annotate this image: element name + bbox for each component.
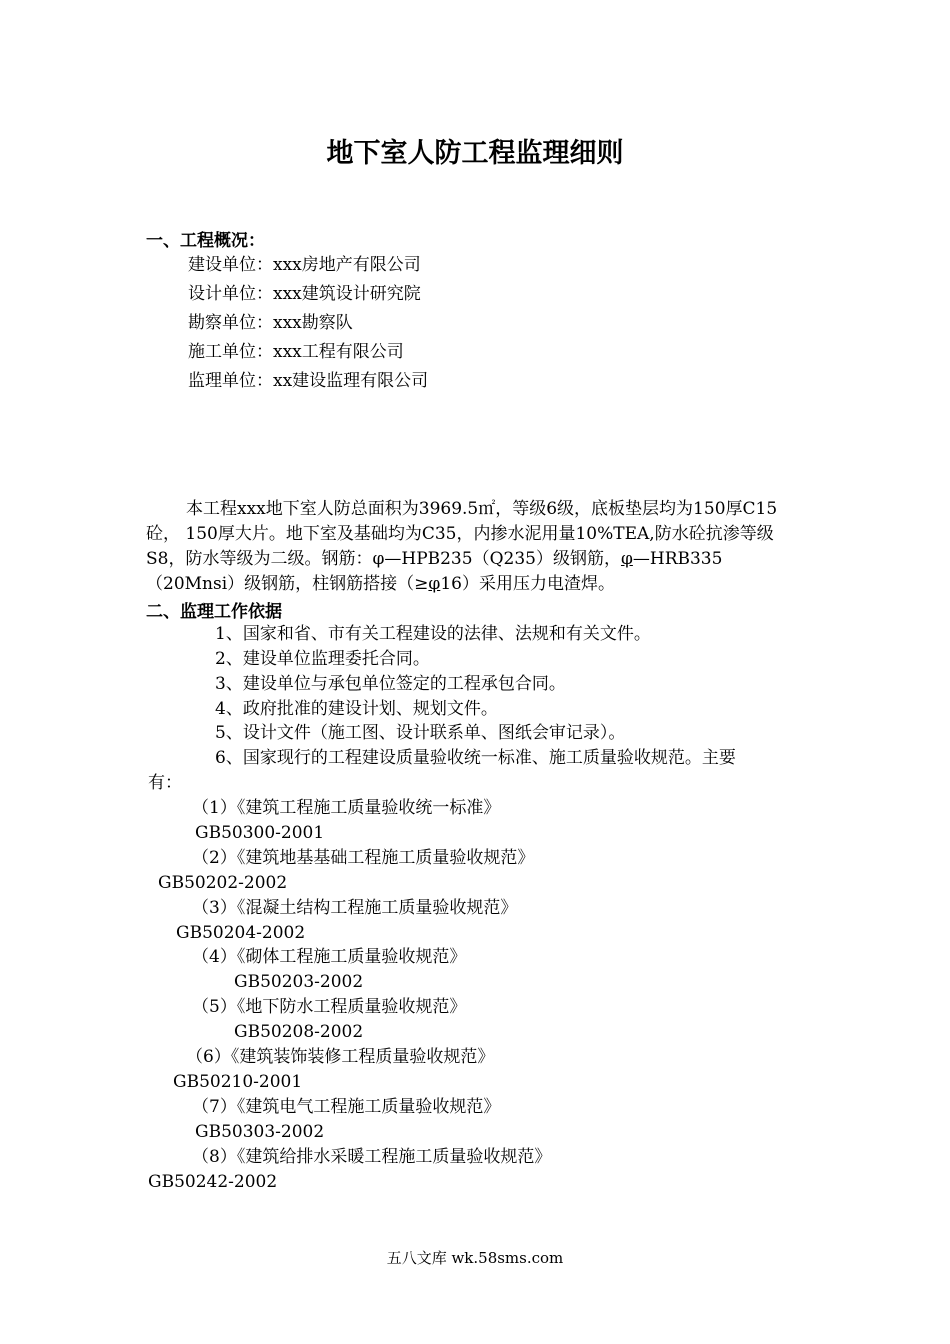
section-1-heading: 一、工程概况：	[146, 231, 265, 251]
standard-4-code: GB50203-2002	[234, 972, 364, 992]
overview-text-2: —HRB335（20Mnsi）级钢筋，柱钢筋搭接（≥	[146, 549, 723, 594]
unit-construction: 施工单位：xxx工程有限公司	[188, 342, 404, 362]
unit-survey: 勘察单位：xxx勘察队	[188, 313, 353, 333]
standard-4-name: （4）《砌体工程施工质量验收规范》	[192, 947, 467, 967]
document-title: 地下室人防工程监理细则	[326, 138, 624, 169]
standard-5-name: （5）《地下防水工程质量验收规范》	[192, 997, 467, 1017]
overview-phi-1: φ	[620, 549, 633, 569]
standard-1-name: （1）《建筑工程施工质量验收统一标准》	[192, 798, 501, 818]
standard-2-name: （2）《建筑地基基础工程施工质量验收规范》	[192, 848, 535, 868]
standard-6-name: （6）《建筑装饰装修工程质量验收规范》	[186, 1047, 495, 1067]
basis-item-1: 1、国家和省、市有关工程建设的法律、法规和有关文件。	[215, 624, 651, 644]
unit-designer: 设计单位：xxx建筑设计研究院	[188, 284, 421, 304]
standard-1-code: GB50300-2001	[195, 823, 325, 843]
basis-item-2: 2、建设单位监理委托合同。	[215, 649, 430, 669]
basis-item-4: 4、政府批准的建设计划、规划文件。	[215, 699, 498, 719]
standard-7-name: （7）《建筑电气工程施工质量验收规范》	[192, 1097, 501, 1117]
project-overview-paragraph	[146, 497, 806, 597]
unit-supervision: 监理单位：xx建设监理有限公司	[188, 371, 429, 391]
standard-3-name: （3）《混凝土结构工程施工质量验收规范》	[192, 898, 518, 918]
basis-item-6: 6、国家现行的工程建设质量验收统一标准、施工质量验收规范。主要	[215, 748, 736, 768]
overview-text-3: 16）采用压力电渣焊。	[440, 574, 615, 594]
standard-2-code: GB50202-2002	[158, 873, 288, 893]
standard-7-code: GB50303-2002	[195, 1122, 325, 1142]
section-2-heading: 二、监理工作依据	[146, 602, 282, 622]
basis-item-3: 3、建设单位与承包单位签定的工程承包合同。	[215, 674, 566, 694]
unit-builder: 建设单位：xxx房地产有限公司	[188, 255, 421, 275]
basis-item-5: 5、设计文件（施工图、设计联系单、图纸会审记录）。	[215, 723, 626, 743]
standard-8-name: （8）《建筑给排水采暖工程施工质量验收规范》	[192, 1147, 552, 1167]
basis-item-6-continued: 有：	[148, 773, 182, 793]
page-footer: 五八文库 wk.58sms.com	[386, 1249, 564, 1267]
overview-text-1: 本工程xxx地下室人防总面积为3969.5㎡，等级6级，底板垫层均为150厚C15砼， 150厚大片。地下室及基础均为C35，内掺水泥用量10%TEA,防水砼抗渗等级S8，防水等级为二级。钢筋：φ—HPB235（Q235）级钢筋，	[146, 499, 778, 569]
standard-3-code: GB50204-2002	[176, 923, 306, 943]
standard-8-code: GB50242-2002	[148, 1172, 278, 1192]
standard-5-code: GB50208-2002	[234, 1022, 364, 1042]
overview-phi-2: φ	[428, 574, 441, 594]
standard-6-code: GB50210-2001	[173, 1072, 303, 1092]
